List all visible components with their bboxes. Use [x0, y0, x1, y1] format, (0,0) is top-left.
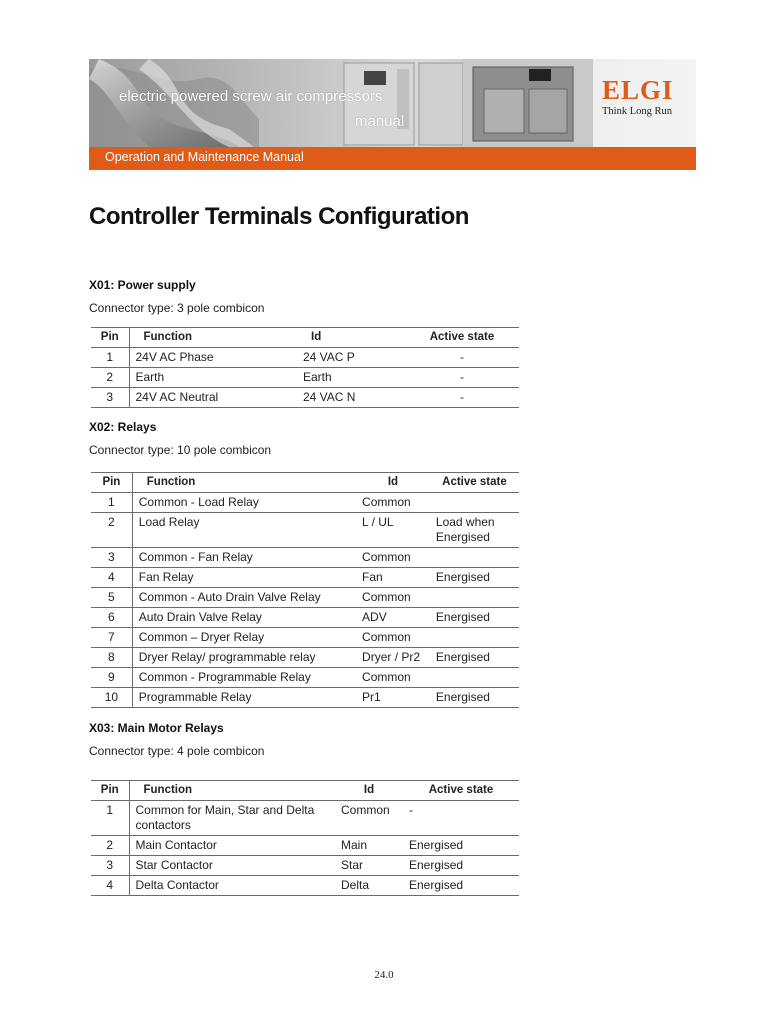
cell-pin: 7 [91, 628, 132, 648]
cell-pin: 2 [91, 513, 132, 548]
banner-tagline: electric powered screw air compressors [119, 88, 383, 105]
section-heading-x01: X01: Power supply [89, 278, 196, 292]
cell-active-state: Energised [430, 688, 519, 708]
cell-id: 24 VAC P [297, 348, 405, 368]
cell-id: L / UL [356, 513, 430, 548]
cell-function: Auto Drain Valve Relay [132, 608, 356, 628]
cell-function: Common - Load Relay [132, 493, 356, 513]
cell-id: Common [356, 548, 430, 568]
column-header-active-state: Active state [430, 473, 519, 493]
table-header-row [91, 781, 519, 801]
header-banner [89, 59, 696, 170]
cell-pin: 1 [91, 348, 129, 368]
cell-function: Common for Main, Star and Delta contactors [129, 801, 335, 836]
cell-pin: 2 [91, 368, 129, 388]
column-header-function: Function [129, 328, 297, 348]
cell-active-state: Energised [403, 876, 519, 896]
cell-active-state: - [405, 368, 519, 388]
cell-active-state: - [403, 801, 519, 836]
cell-active-state: Energised [430, 608, 519, 628]
cell-pin: 6 [91, 608, 132, 628]
table-row [91, 876, 519, 896]
column-header-pin: Pin [91, 781, 129, 801]
column-header-function: Function [129, 781, 335, 801]
cell-id: Common [356, 628, 430, 648]
cell-pin: 4 [91, 568, 132, 588]
column-header-pin: Pin [91, 328, 129, 348]
table-row [91, 668, 519, 688]
page-number: 24.0 [374, 969, 394, 981]
manual-title: Operation and Maintenance Manual [105, 150, 304, 164]
column-header-active-state: Active state [403, 781, 519, 801]
cell-active-state [430, 628, 519, 648]
column-header-id: Id [297, 328, 405, 348]
cell-pin: 1 [91, 493, 132, 513]
connector-type-x02: Connector type: 10 pole combicon [89, 443, 272, 457]
cell-active-state: - [405, 348, 519, 368]
cell-id: Delta [335, 876, 403, 896]
cell-pin: 5 [91, 588, 132, 608]
table-row [91, 648, 519, 668]
connector-type-x03: Connector type: 4 pole combicon [89, 744, 265, 758]
table-row [91, 588, 519, 608]
column-header-active-state: Active state [405, 328, 519, 348]
cell-id: Earth [297, 368, 405, 388]
table-x02 [91, 472, 519, 708]
cell-pin: 2 [91, 836, 129, 856]
cell-function: Fan Relay [132, 568, 356, 588]
cell-function: Common - Programmable Relay [132, 668, 356, 688]
cell-function: Common – Dryer Relay [132, 628, 356, 648]
cell-active-state [430, 588, 519, 608]
cell-active-state: - [405, 388, 519, 408]
table-row [91, 388, 519, 408]
cell-pin: 4 [91, 876, 129, 896]
cell-id: Fan [356, 568, 430, 588]
logo-tagline: Think Long Run [602, 106, 672, 117]
table-row [91, 368, 519, 388]
cell-active-state [430, 668, 519, 688]
table-header-row [91, 328, 519, 348]
table-row [91, 608, 519, 628]
cell-id: Main [335, 836, 403, 856]
cell-id: Pr1 [356, 688, 430, 708]
table-row [91, 568, 519, 588]
banner-manual-label: manual [355, 113, 405, 130]
cell-active-state: Energised [403, 856, 519, 876]
cell-function: Common - Auto Drain Valve Relay [132, 588, 356, 608]
cell-active-state [430, 493, 519, 513]
table-header-row [91, 473, 519, 493]
section-heading-x02: X02: Relays [89, 420, 157, 434]
cell-id: Star [335, 856, 403, 876]
cell-active-state: Load when Energised [430, 513, 519, 548]
cell-id: Common [356, 493, 430, 513]
cell-pin: 3 [91, 548, 132, 568]
cell-active-state: Energised [403, 836, 519, 856]
logo-text: ELGI [602, 75, 674, 105]
cell-id: 24 VAC N [297, 388, 405, 408]
table-row [91, 688, 519, 708]
cell-pin: 9 [91, 668, 132, 688]
cell-pin: 3 [91, 388, 129, 408]
column-header-id: Id [356, 473, 430, 493]
table-row [91, 836, 519, 856]
table-row [91, 548, 519, 568]
table-x01 [91, 327, 519, 408]
cell-pin: 3 [91, 856, 129, 876]
table-row [91, 628, 519, 648]
cell-active-state: Energised [430, 648, 519, 668]
banner-strip [89, 147, 696, 170]
cell-id: Common [356, 588, 430, 608]
table-row [91, 801, 519, 836]
section-heading-x03: X03: Main Motor Relays [89, 721, 224, 735]
elgi-logo [597, 71, 689, 126]
cell-id: Dryer / Pr2 [356, 648, 430, 668]
cell-function: Earth [129, 368, 297, 388]
table-row [91, 493, 519, 513]
table-row [91, 348, 519, 368]
cell-active-state: Energised [430, 568, 519, 588]
cell-pin: 8 [91, 648, 132, 668]
cell-id: Common [335, 801, 403, 836]
cell-function: Main Contactor [129, 836, 335, 856]
cell-pin: 10 [91, 688, 132, 708]
cell-function: Dryer Relay/ programmable relay [132, 648, 356, 668]
cell-function: Load Relay [132, 513, 356, 548]
cell-id: ADV [356, 608, 430, 628]
cell-function: Programmable Relay [132, 688, 356, 708]
column-header-pin: Pin [91, 473, 132, 493]
cell-function: 24V AC Neutral [129, 388, 297, 408]
table-x03 [91, 780, 519, 896]
cell-function: 24V AC Phase [129, 348, 297, 368]
table-row [91, 856, 519, 876]
cell-function: Common - Fan Relay [132, 548, 356, 568]
connector-type-x01: Connector type: 3 pole combicon [89, 301, 265, 315]
cell-function: Delta Contactor [129, 876, 335, 896]
cell-active-state [430, 548, 519, 568]
cell-pin: 1 [91, 801, 129, 836]
column-header-id: Id [335, 781, 403, 801]
cell-id: Common [356, 668, 430, 688]
page-title: Controller Terminals Configuration [89, 203, 469, 230]
cell-function: Star Contactor [129, 856, 335, 876]
column-header-function: Function [132, 473, 356, 493]
table-row [91, 513, 519, 548]
